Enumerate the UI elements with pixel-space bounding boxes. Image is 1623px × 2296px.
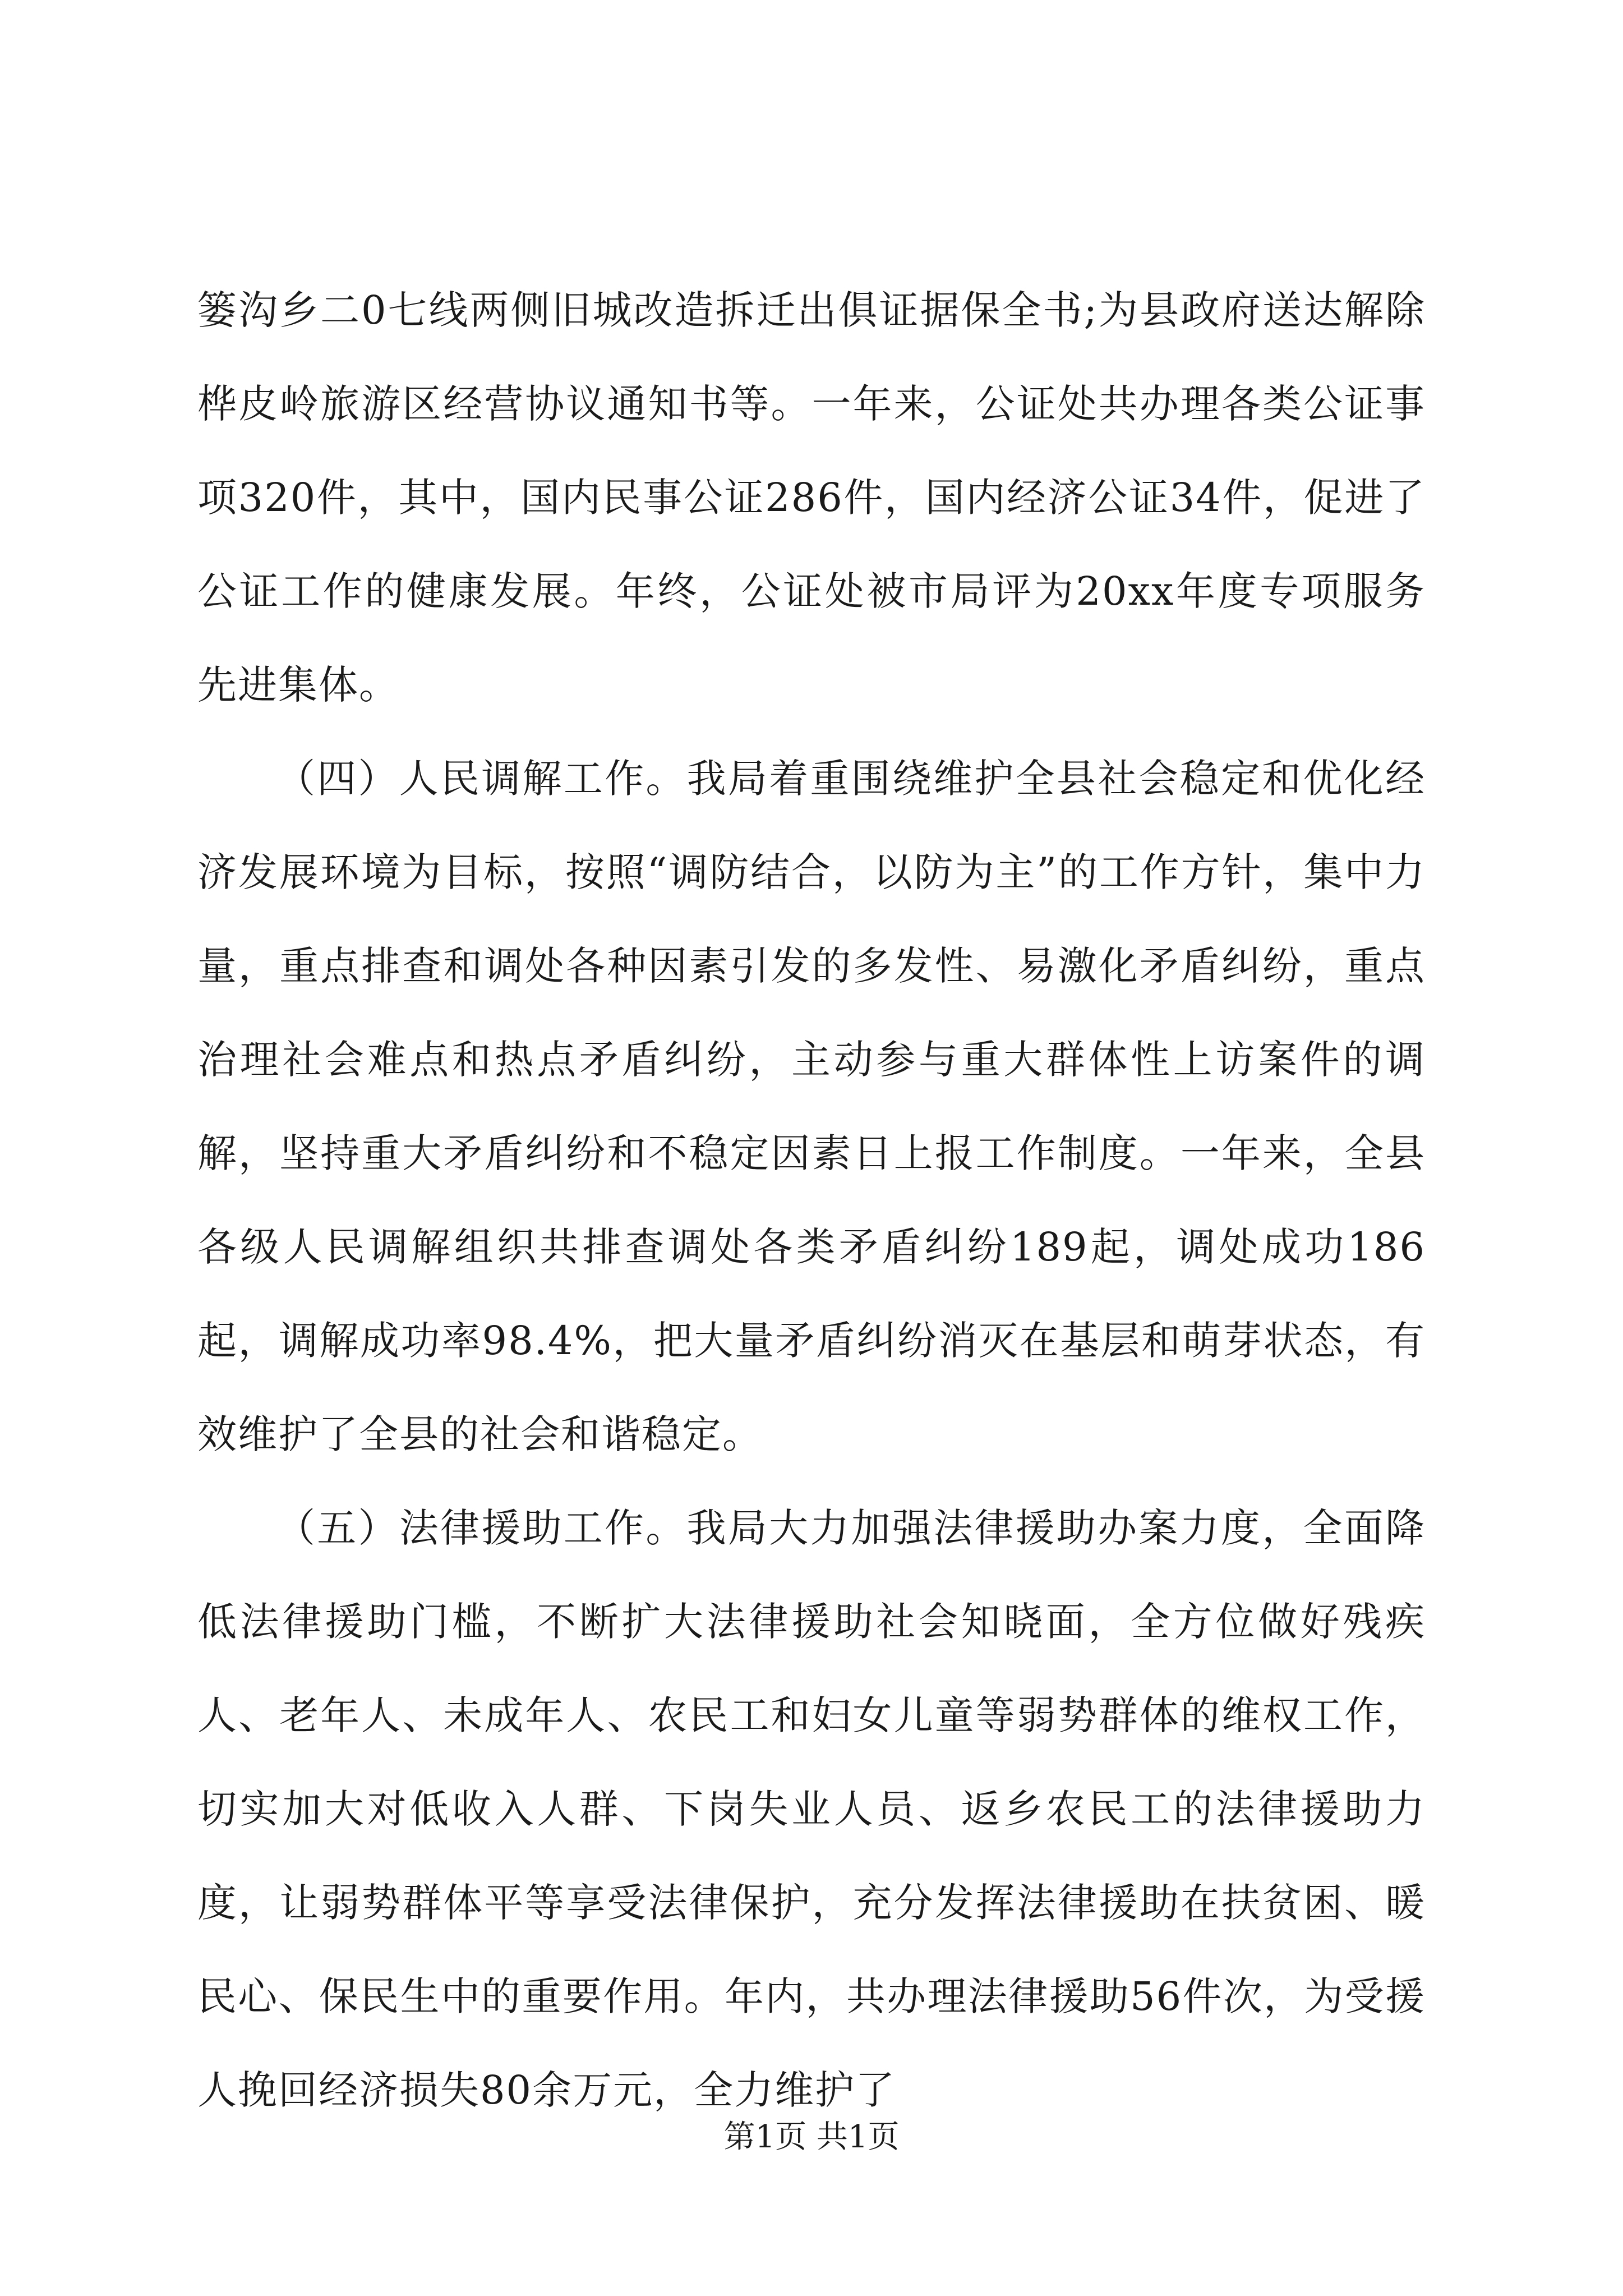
paragraph-people-mediation: （四）人民调解工作。我局着重围绕维护全县社会稳定和优化经济发展环境为目标，按照“调防结合，以防为主”的工作方针，集中力量，重点排查和调处各种因素引发的多发性、易激化矛盾纠纷，重点治理社会难点和热点矛盾纠纷，主动参与重大群体性上访案件的调解，坚持重大矛盾纠纷和不稳定因素日上报工作制度。一年来，全县各级人民调解组织共排查调处各类矛盾纠纷189起，调处成功186起，调解成功率98.4%，把大量矛盾纠纷消灭在基层和萌芽状态，有效维护了全县的社会和谐稳定。 <box>197 756 1426 1457</box>
page-number-footer: 第1页 共1页 <box>723 2119 900 2155</box>
document-body <box>197 264 1426 2137</box>
paragraph-notary-summary: 篓沟乡二0七线两侧旧城改造拆迁出俱证据保全书;为县政府送达解除桦皮岭旅游区经营协议通知书等。一年来，公证处共办理各类公证事项320件，其中，国内民事公证286件，国内经济公证34件，促进了公证工作的健康发展。年终，公证处被市局评为20xx年度专项服务先进集体。 <box>197 287 1426 708</box>
paragraph-legal-aid: （五）法律援助工作。我局大力加强法律援助办案力度，全面降低法律援助门槛，不断扩大法律援助社会知晓面，全方位做好残疾人、老年人、未成年人、农民工和妇女儿童等弱势群体的维权工作，切实加大对低收入人群、下岗失业人员、返乡农民工的法律援助力度，让弱势群体平等享受法律保护，充分发挥法律援助在扶贫困、暖民心、保民生中的重要作用。年内，共办理法律援助56件次，为受援人挽回经济损失80余万元，全力维护了 <box>197 1505 1426 2113</box>
